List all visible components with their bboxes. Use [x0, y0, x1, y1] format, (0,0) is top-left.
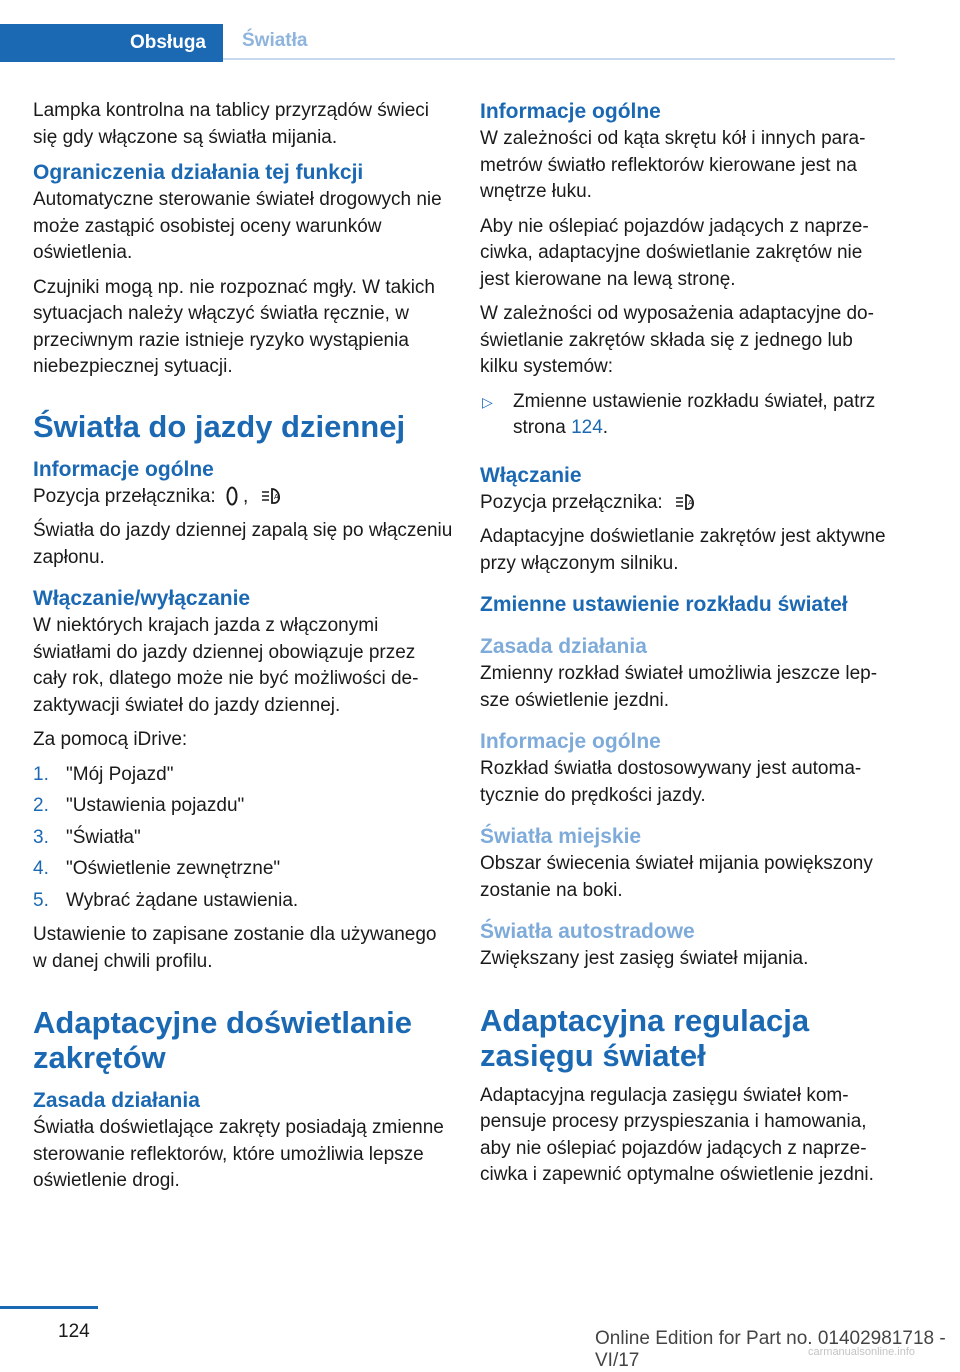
list-item: [33, 856, 453, 883]
paragraph: Adaptacyjna regulacja zasięgu świateł kompensuje procesy przyspieszania i hamowania, aby nie oślepiać pojazdów jadących z naprzeciwka i zapewnić optymalne oświetlenie jezdni.: [480, 1084, 874, 1185]
paragraph: Rozkład światła dostosowywany jest automatycznie do prędkości jazdy.: [480, 758, 862, 806]
section-heading: Włączanie/wyłączanie: [33, 587, 251, 610]
section-heading: Zmienne ustawienie rozkładu świateł: [480, 593, 848, 616]
bullet-end: .: [602, 417, 609, 438]
step-text: "Mój Pojazd": [66, 763, 174, 785]
section-heading: Włączanie: [480, 463, 582, 487]
step-number: 2.: [33, 795, 49, 816]
paragraph: W zależności od kąta skrętu kół i innych parametrów światło reflektorów kierowane jest na wnętrze łuku.: [480, 128, 866, 202]
subsection-heading: Informacje ogólne: [480, 730, 661, 753]
paragraph: Pozycja przełącznika:: [33, 485, 216, 507]
list-item: [33, 793, 453, 820]
section-heading: Informacje ogólne: [480, 100, 661, 123]
list-item: [480, 389, 895, 442]
paragraph: Czujniki mogą np. nie rozpoznać mgły. W takich sytuacjach należy włączyć światła ręcznie, w przeciwnym razie istnieje ryzyko wystąpienia niebezpiecznej sytuacji.: [33, 276, 435, 377]
subsection-heading: Światła miejskie: [480, 825, 642, 848]
paragraph: W zależności od wyposażenia adaptacyjne doświetlanie zakrętów składa się z jednego lub kilku systemów:: [480, 303, 874, 377]
footer-rule: [0, 1306, 98, 1309]
section-heading: Ograniczenia działania tej funkcji: [33, 161, 364, 184]
paragraph: Pozycja przełącznika:: [480, 491, 663, 513]
paragraph: Ustawienie to zapisane zostanie dla używanego w danej chwili profilu.: [33, 924, 437, 972]
step-number: 1.: [33, 763, 49, 785]
edition-note: Online Edition for Part no. 01402981718 - VI/17: [595, 1328, 946, 1371]
systems-list: [480, 389, 895, 442]
paragraph: Lampka kontrolna na tablicy przyrządów świeci się gdy włączone są światła mijania.: [33, 100, 430, 148]
svg-text:A: A: [687, 500, 693, 508]
chapter-heading: Adaptacyjne doświetlanie zakrętów: [33, 1005, 412, 1075]
list-item: [33, 825, 453, 852]
paragraph: Aby nie oślepiać pojazdów jadących z naprzeciwka, adaptacyjne doświetlanie zakrętów nie jest kierowane na lewą stronę.: [480, 215, 869, 290]
section-heading: Informacje ogólne: [33, 457, 214, 481]
separator: ,: [242, 485, 249, 507]
paragraph: W niektórych krajach jazda z włączonymi światłami do jazdy dziennej obowiązuje przez cały rok, dlatego może nie być możliwości dezaktywacji świateł do jazdy dziennej.: [33, 615, 419, 716]
step-number: 4.: [33, 858, 49, 879]
step-text: Wybrać żądane ustawienia.: [66, 889, 299, 911]
step-text: "Światła": [66, 826, 141, 848]
switch-position-line: [33, 484, 453, 511]
paragraph: Światła do jazdy dziennej zapalą się po włączeniu zapłonu.: [33, 520, 453, 568]
idrive-steps: [33, 762, 453, 915]
paragraph: Światła doświetlające zakręty posiadają zmienne sterowanie reflektorów, które umożliwia lepsze oświetlenie drogi.: [33, 1117, 444, 1191]
paragraph: Obszar świecenia świateł mijania powiększony zostanie na boki.: [480, 853, 873, 901]
subsection-heading: Światła autostradowe: [480, 920, 695, 943]
paragraph: Za pomocą iDrive:: [33, 729, 188, 750]
watermark: carmanualsonline.info: [808, 1346, 916, 1358]
step-text: "Oświetlenie zewnętrzne": [66, 858, 281, 879]
list-item: [33, 888, 453, 915]
tab-swiatla[interactable]: Światła: [223, 24, 895, 60]
paragraph: Zmienny rozkład świateł umożliwia jeszcze lepsze oświetlenie jezdni.: [480, 663, 878, 711]
page-number: 124: [58, 1321, 90, 1342]
bullet-text: Zmienne ustawienie rozkładu świateł, patrz strona: [513, 390, 876, 438]
paragraph: Adaptacyjne doświetlanie zakrętów jest aktywne przy włączonym silniku.: [480, 526, 886, 574]
subsection-heading: Zasada działania: [480, 635, 647, 658]
chapter-heading: Światła do jazdy dziennej: [33, 408, 406, 444]
auto-light-icon: [672, 491, 700, 513]
switch-zero-icon: [225, 485, 239, 507]
paragraph: Zwiększany jest zasięg świateł mijania.: [480, 948, 809, 969]
auto-light-icon: [258, 485, 286, 507]
page-link[interactable]: 124: [571, 417, 603, 438]
list-item: [33, 762, 453, 789]
svg-text:A: A: [273, 494, 279, 502]
header-tabs: [0, 24, 895, 62]
left-column: [33, 98, 453, 1203]
triangle-bullet-icon: ▷: [482, 393, 493, 410]
right-column: [480, 98, 895, 1197]
tab-obsluga[interactable]: Obsługa: [0, 24, 223, 62]
section-heading: Zasada działania: [33, 1089, 200, 1112]
chapter-heading: Adaptacyjna regulacja zasięgu świateł: [480, 1002, 810, 1073]
step-number: 5.: [33, 889, 49, 911]
step-number: 3.: [33, 826, 49, 848]
switch-position-line: [480, 490, 895, 517]
paragraph: Automatyczne sterowanie świateł drogowych nie może zastąpić osobistej oceny warunków oświetlenia.: [33, 189, 442, 263]
step-text: "Ustawienia pojazdu": [66, 795, 245, 816]
